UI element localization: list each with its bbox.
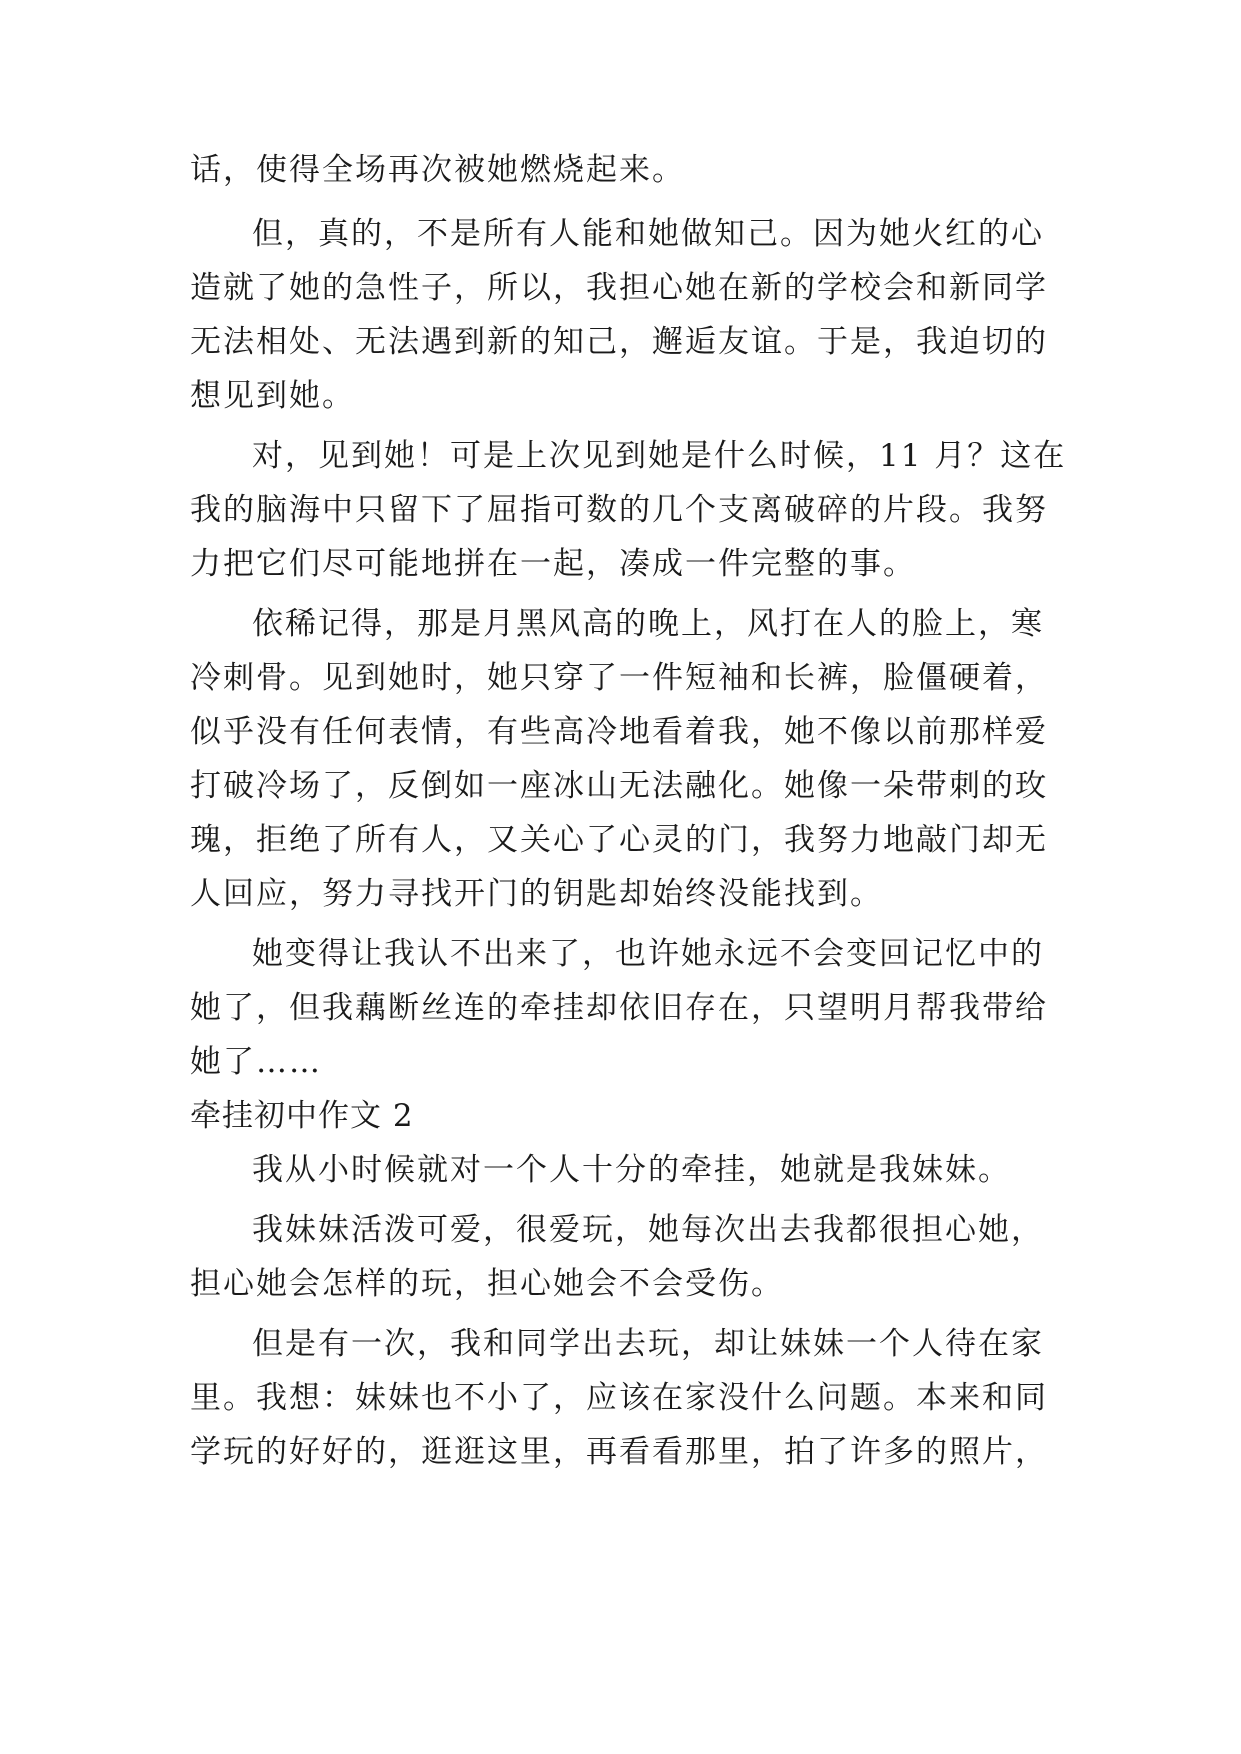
text-line: 担心她会怎样的玩，担心她会不会受伤。 [190, 1266, 784, 1302]
paragraph-start: 我妹妹活泼可爱，很爱玩，她每次出去我都很担心她， [252, 1212, 1044, 1248]
text-line: 人回应，努力寻找开门的钥匙却始终没能找到。 [190, 876, 883, 912]
text-line: 打破冷场了，反倒如一座冰山无法融化。她像一朵带刺的玫 [190, 768, 1048, 804]
text-line: 里。我想：妹妹也不小了，应该在家没什么问题。本来和同 [190, 1380, 1048, 1416]
text-line: 冷刺骨。见到她时，她只穿了一件短袖和长裤，脸僵硬着， [190, 660, 1048, 696]
paragraph-start: 对，见到她！可是上次见到她是什么时候，11 月？这在 [252, 438, 1067, 474]
text-line: 造就了她的急性子，所以，我担心她在新的学校会和新同学 [190, 270, 1048, 306]
text-line: 她了…… [190, 1044, 322, 1080]
text-line: 学玩的好好的，逛逛这里，再看看那里，拍了许多的照片， [190, 1434, 1048, 1470]
text-line: 她了，但我藕断丝连的牵挂却依旧存在，只望明月帮我带给 [190, 990, 1048, 1026]
text-line: 似乎没有任何表情，有些高冷地看着我，她不像以前那样爱 [190, 714, 1048, 750]
section-heading: 牵挂初中作文 2 [190, 1098, 414, 1134]
paragraph-start: 依稀记得，那是月黑风高的晚上，风打在人的脸上，寒 [252, 606, 1044, 642]
text-line: 想见到她。 [190, 378, 355, 414]
paragraph-start: 她变得让我认不出来了，也许她永远不会变回记忆中的 [252, 936, 1044, 972]
paragraph-start: 但，真的，不是所有人能和她做知己。因为她火红的心 [252, 216, 1044, 252]
text-line: 瑰，拒绝了所有人，又关心了心灵的门，我努力地敲门却无 [190, 822, 1048, 858]
text-line: 话，使得全场再次被她燃烧起来。 [190, 152, 685, 188]
text-line: 无法相处、无法遇到新的知己，邂逅友谊。于是，我迫切的 [190, 324, 1048, 360]
paragraph-start: 但是有一次，我和同学出去玩，却让妹妹一个人待在家 [252, 1326, 1044, 1362]
text-line: 力把它们尽可能地拼在一起，凑成一件完整的事。 [190, 546, 916, 582]
paragraph-start: 我从小时候就对一个人十分的牵挂，她就是我妹妹。 [252, 1152, 1011, 1188]
text-line: 我的脑海中只留下了屈指可数的几个支离破碎的片段。我努 [190, 492, 1048, 528]
